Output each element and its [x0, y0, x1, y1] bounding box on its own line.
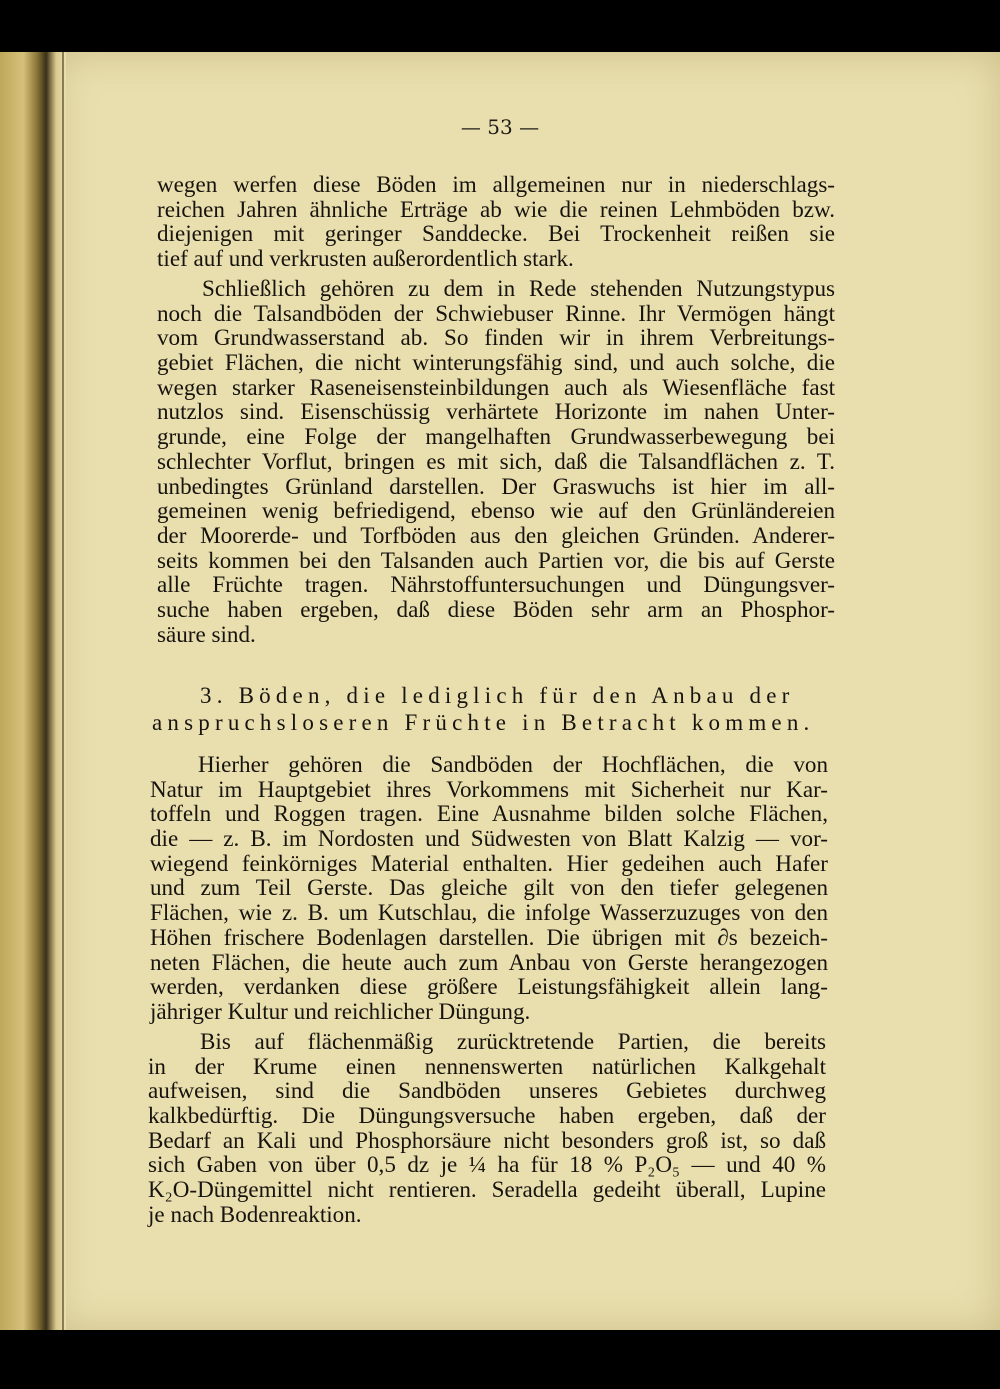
text-line: Hierher gehören die Sandböden der Hochflächen, die von: [198, 751, 828, 777]
section-heading-line-1: 3. Böden, die lediglich für den Anbau der: [200, 683, 795, 708]
text-line: der Moorerde- und Torfböden aus den gleichen Gründen. Anderer-: [157, 521, 835, 548]
text-line: vom Grundwasserstand ab. So finden wir in ihrem Verbreitungs-: [157, 324, 835, 351]
text-line: und zum Teil Gerste. Das gleiche gilt von den tiefer gelegenen: [150, 874, 828, 901]
text-line: Bis auf flächenmäßig zurücktretende Partien, die bereits: [200, 1028, 826, 1054]
text-line: gebiet Flächen, die nicht winterungsfähig sind, und auch solche, die: [157, 349, 835, 376]
page-number: — 53 —: [460, 115, 540, 139]
text-line: toffeln und Roggen tragen. Eine Ausnahme bilden solche Flächen,: [150, 800, 828, 827]
paragraph-3: [150, 752, 828, 1024]
paragraph-1: [157, 172, 835, 271]
text-line: alle Früchte tragen. Nährstoffuntersuchungen und Düngungsver-: [157, 571, 835, 598]
text-line: neten Flächen, die heute auch zum Anbau von Gerste herangezogen: [150, 948, 828, 975]
text-line: schlechter Vorflut, bringen es mit sich, daß die Talsandflächen z. T.: [157, 447, 835, 474]
text-line: reichen Jahren ähnliche Erträge ab wie die reinen Lehmböden bzw.: [157, 195, 835, 222]
text-line: jähriger Kultur und reichlicher Düngung.: [150, 997, 531, 1024]
text-line: in der Krume einen nennenswerten natürlichen Kalkgehalt: [148, 1052, 826, 1079]
page-fold-line: [62, 52, 64, 1330]
text-line: kalkbedürftig. Die Düngungsversuche haben ergeben, daß der: [148, 1102, 826, 1129]
text-line: Flächen, wie z. B. um Kutschlau, die infolge Wasserzuzuges von den: [150, 899, 828, 926]
paragraph-2: [157, 276, 835, 646]
text-line: suche haben ergeben, daß diese Böden sehr arm an Phosphor-: [157, 595, 835, 622]
section-heading-line-2: anspruchsloseren Früchte in Betracht kommen.: [152, 710, 815, 735]
text-line: Schließlich gehören zu dem in Rede stehenden Nutzungstypus: [202, 275, 835, 301]
text-line: seits kommen bei den Talsanden auch Partien vor, die bis auf Gerste: [157, 546, 835, 573]
text-line: wegen starker Raseneisensteinbildungen auch als Wiesenfläche fast: [157, 373, 835, 400]
text-line: unbedingtes Grünland darstellen. Der Graswuchs ist hier im all-: [157, 472, 835, 499]
text-line: je nach Bodenreaktion.: [148, 1200, 362, 1227]
text-line: werden, verdanken diese größere Leistungsfähigkeit allein lang-: [150, 973, 828, 1000]
text-line: Bedarf an Kali und Phosphorsäure nicht besonders groß ist, so daß: [148, 1126, 826, 1153]
text-line: K₂O-Düngemittel nicht rentieren. Seradella gedeiht überall, Lupine: [148, 1176, 826, 1203]
text-line: sich Gaben von über 0,5 dz je ¼ ha für 18 % P₂O₅ — und 40 %: [148, 1151, 826, 1178]
text-line: nutzlos sind. Eisenschüssig verhärtete Horizonte im nahen Unter-: [157, 398, 835, 425]
text-line: Höhen frischere Bodenlagen darstellen. Die übrigen mit ∂s bezeich-: [150, 923, 828, 950]
paragraph-4: [148, 1029, 826, 1227]
text-line: Natur im Hauptgebiet ihres Vorkommens mit Sicherheit nur Kar-: [150, 775, 828, 802]
text-line: wiegend feinkörniges Material enthalten. Hier gedeihen auch Hafer: [150, 849, 828, 876]
text-line: diejenigen mit geringer Sanddecke. Bei Trockenheit reißen sie: [157, 220, 835, 247]
book-gutter: [0, 52, 66, 1330]
text-line: wegen werfen diese Böden im allgemeinen nur in niederschlags-: [157, 171, 835, 197]
text-line: grunde, eine Folge der mangelhaften Grundwasserbewegung bei: [157, 423, 835, 450]
text-line: gemeinen wenig befriedigend, ebenso wie auf den Grünländereien: [157, 497, 835, 524]
text-line: aufweisen, sind die Sandböden unseres Gebietes durchweg: [148, 1077, 826, 1104]
text-line: tief auf und verkrusten außerordentlich stark.: [157, 245, 574, 272]
text-line: noch die Talsandböden der Schwiebuser Rinne. Ihr Vermögen hängt: [157, 299, 835, 326]
text-line: säure sind.: [157, 620, 256, 647]
text-line: die — z. B. im Nordosten und Südwesten von Blatt Kalzig — vor-: [150, 825, 828, 852]
